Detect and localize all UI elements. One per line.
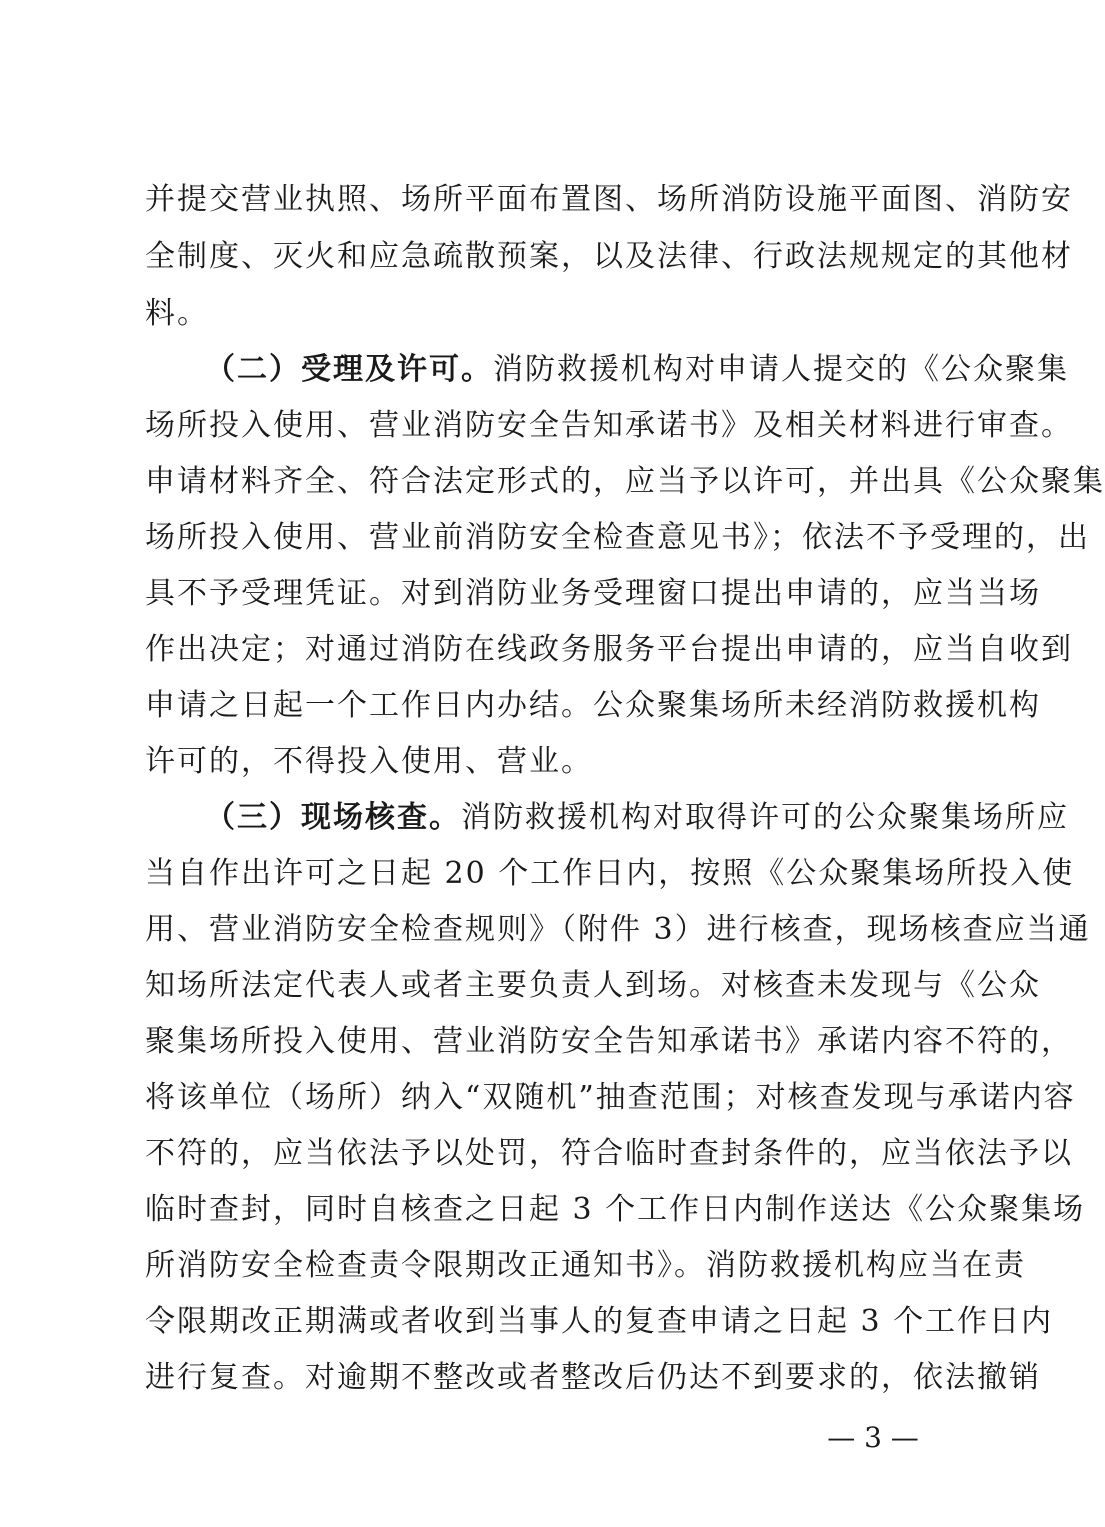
paragraph-2-line-5: 具不予受理凭证。对到消防业务受理窗口提出申请的，应当当场 [145, 576, 1041, 611]
paragraph-3-line-2: 当自作出许可之日起 20 个工作日内，按照《公众聚集场所投入使 [145, 856, 1075, 891]
paragraph-1-line-2: 全制度、灭火和应急疏散预案，以及法律、行政法规规定的其他材 [145, 239, 1073, 274]
paragraph-3-line-5: 聚集场所投入使用、营业消防安全告知承诺书》承诺内容不符的， [145, 1024, 1073, 1059]
paragraph-3-line-4: 知场所法定代表人或者主要负责人到场。对核查未发现与《公众 [145, 968, 1041, 1003]
paragraph-1-line-3: 料。 [145, 296, 209, 331]
paragraph-3-line-3: 用、营业消防安全检查规则》（附件 3）进行核查，现场核查应当通 [145, 912, 1091, 947]
paragraph-3-line-9: 所消防安全检查责令限期改正通知书》。消防救援机构应当在责 [145, 1248, 1026, 1283]
paragraph-3-first-line [205, 798, 1069, 838]
paragraph-3-line-11: 进行复查。对逾期不整改或者整改后仍达不到要求的，依法撤销 [145, 1360, 1041, 1395]
paragraph-3-first-line-text: 消防救援机构对取得许可的公众聚集场所应 [461, 800, 1069, 835]
paragraph-2-first-line [205, 350, 1069, 390]
paragraph-3-line-6: 将该单位（场所）纳入“双随机”抽查范围；对核查发现与承诺内容 [145, 1080, 1076, 1115]
paragraph-2-line-3: 申请材料齐全、符合法定形式的，应当予以许可，并出具《公众聚集 [145, 464, 1105, 499]
paragraph-2-first-line-text: 消防救援机构对申请人提交的《公众聚集 [493, 352, 1069, 387]
paragraph-3-heading: （三）现场核查。 [205, 800, 461, 835]
paragraph-3-line-8: 临时查封，同时自核查之日起 3 个工作日内制作送达《公众聚集场 [145, 1192, 1086, 1227]
paragraph-2-line-2: 场所投入使用、营业消防安全告知承诺书》及相关材料进行审查。 [145, 408, 1073, 443]
paragraph-3-line-10: 令限期改正期满或者收到当事人的复查申请之日起 3 个工作日内 [145, 1304, 1054, 1339]
paragraph-2-line-7: 申请之日起一个工作日内办结。公众聚集场所未经消防救援机构 [145, 688, 1041, 723]
page-number: — 3 — [827, 1421, 919, 1454]
paragraph-2-line-6: 作出决定；对通过消防在线政务服务平台提出申请的，应当自收到 [145, 632, 1073, 667]
paragraph-1-line-1: 并提交营业执照、场所平面布置图、场所消防设施平面图、消防安 [145, 182, 1073, 217]
paragraph-3-line-7: 不符的，应当依法予以处罚，符合临时查封条件的，应当依法予以 [145, 1136, 1073, 1171]
paragraph-2-heading: （二）受理及许可。 [205, 352, 493, 387]
paragraph-2-line-8: 许可的，不得投入使用、营业。 [145, 744, 593, 779]
paragraph-2-line-4: 场所投入使用、营业前消防安全检查意见书》；依法不予受理的，出 [145, 520, 1090, 555]
